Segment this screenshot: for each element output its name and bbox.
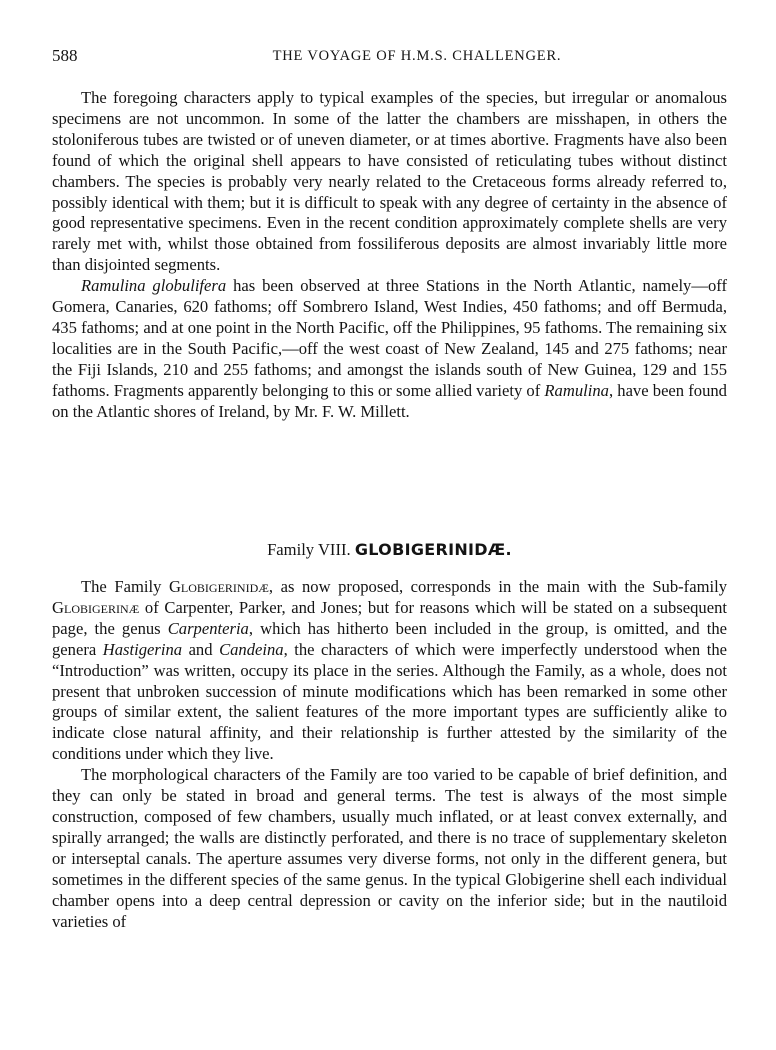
distribution-text-b: , have been found on the Atlantic shores of Ireland, by Mr. F. W. Millett. — [52, 380, 727, 421]
p3-text-3: of Carpenter, Parker, and Jones; but for reasons which will be stated on a subsequent page, the genus — [52, 597, 727, 638]
paragraph-distribution — [52, 276, 727, 422]
distribution-text-a: has been observed at three Stations in the North Atlantic, namely—off Gomera, Canaries, 620 fathoms; off Sombrero Island, West Indies, 450 fathoms; and off Bermuda, 435 fathoms; and at one point in the North Pacific, off the Philippines, 95 fathoms. The remaining six localities are in the South Pacific,—off the west coast of New Zealand, 145 and 275 fathoms; near the Fiji Islands, 210 and 255 fathoms; and amongst the islands south of New Guinea, 129 and 155 fathoms. Fragments apparently belonging to this or some allied variety of — [52, 276, 727, 400]
page-header — [52, 46, 732, 70]
genus-hastigerina: Hastigerina — [102, 639, 183, 659]
running-title: THE VOYAGE OF H.M.S. CHALLENGER. — [272, 48, 562, 64]
page-number: 588 — [52, 46, 78, 65]
genus-name: Ramulina — [544, 380, 609, 400]
genus-carpenteria: Carpenteria — [167, 618, 249, 638]
subfamily-small-caps: Globigerinæ — [52, 597, 140, 617]
heading-family-name: GLOBIGERINIDÆ. — [354, 540, 512, 559]
genus-candeina: Candeina — [219, 639, 284, 659]
p3-text-6: , the characters of which were imperfectly understood when the “Introduction” was written, occupy its place in the series. Although the Family, as a whole, does not present that unbroken succession of minute modifications which has been remarked in some other groups of similar extent, the salient features of the more important types are sufficiently alike to indicate close natural affinity, and their relationship is further attested by the similarity of the conditions under which they live. — [52, 639, 728, 764]
text-block-upper — [52, 88, 727, 423]
p3-text-2: , as now proposed, corresponds in the main with the Sub-family — [268, 577, 727, 596]
heading-prefix: Family VIII. — [267, 540, 351, 559]
p3-text-5: and — [182, 639, 220, 659]
paragraph-anomalous-specimens: The foregoing characters apply to typical examples of the species, but irregular or anomalous specimens are not uncommon. In some of the latter the chambers are misshapen, in others the stoloniferous tubes are twisted or of uneven diameter, or at times abortive. Fragments have also been found of which the original shell appears to have consisted of reticulating tubes without distinct chambers. The species is probably very nearly related to the Cretaceous forms already referred to, possibly identical with them; but it is difficult to speak with any degree of certainty in the absence of good representative specimens. Even in the recent condition approximately complete shells are very rarely met with, whilst those obtained from fossiliferous deposits are almost invariably little more than disjointed segments. — [52, 88, 727, 275]
section-heading — [52, 540, 727, 560]
text-block-lower — [52, 577, 727, 932]
species-name: Ramulina globulifera — [81, 276, 227, 296]
paragraph-family-definition — [52, 577, 727, 765]
p3-text-4: , which has hitherto been included in the group, is omitted, and the genera — [52, 618, 727, 659]
p3-text-1: The Family — [81, 577, 169, 596]
paragraph-morphology: The morphological characters of the Family are too varied to be capable of brief definition, and they can only be stated in broad and general terms. The test is always of the most simple construction, composed of few chambers, usually much inflated, or at least convex externally, and spirally arranged; the walls are distinctly perforated, and there is no trace of supplementary skeleton or interseptal canals. The aperture assumes very diverse forms, not only in the different genera, but sometimes in the different species of the same genus. In the typical Globigerine shell each individual chamber opens into a deep central depression or cavity on the inferior side; but in the nautiloid varieties of — [52, 765, 727, 931]
family-small-caps: Globigerinidæ — [168, 577, 269, 596]
